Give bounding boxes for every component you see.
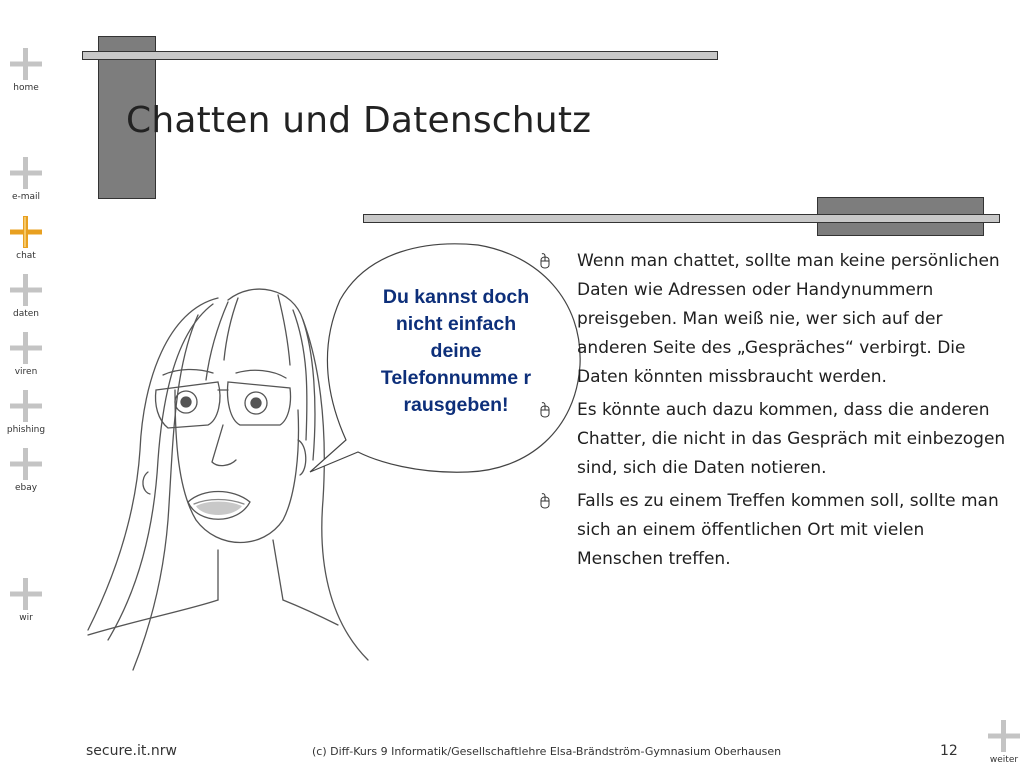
bullet-text: Wenn man chattet, sollte man keine persönlichen Daten wie Adressen oder Handynummern preisgeben. Man weiß nie, wer sich auf der anderen Seite des „Gespräches“ verbirgt. Die Daten könnten missbraucht werden. <box>577 251 1000 387</box>
plus-icon <box>8 272 44 308</box>
nav-phishing[interactable] <box>4 388 48 436</box>
mouse-bullet-icon <box>537 253 553 271</box>
mouse-bullet-icon <box>537 493 553 511</box>
nav-viren[interactable] <box>4 330 48 378</box>
speech-bubble-text: Du kannst doch nicht einfach deine Telefonnumme r rausgeben! <box>380 286 532 416</box>
bullet-item <box>534 487 1012 574</box>
decor-top-rule <box>82 51 718 60</box>
nav-daten[interactable] <box>4 272 48 320</box>
nav-daten-label: daten <box>13 309 39 319</box>
nav-wir[interactable] <box>4 576 48 624</box>
nav-viren-label: viren <box>14 367 38 377</box>
next-label: weiter <box>989 755 1019 765</box>
bullet-item <box>534 247 1012 392</box>
slide-title: Chatten und Datenschutz <box>126 100 592 141</box>
plus-icon <box>8 330 44 366</box>
mouse-bullet-icon <box>537 402 553 420</box>
footer-site-name: secure.it.nrw <box>86 743 177 759</box>
nav-ebay[interactable] <box>4 446 48 494</box>
plus-icon <box>8 446 44 482</box>
bullet-text: Falls es zu einem Treffen kommen soll, sollte man sich an einem öffentlichen Ort mit vielen Menschen treffen. <box>577 491 999 569</box>
footer-copyright: (c) Diff-Kurs 9 Informatik/Gesellschaftlehre Elsa-Brändström-Gymnasium Oberhausen <box>312 745 782 758</box>
bullet-item <box>534 396 1012 483</box>
plus-icon <box>986 718 1022 754</box>
plus-icon <box>8 46 44 82</box>
nav-home[interactable] <box>4 46 48 94</box>
nav-email[interactable] <box>4 155 48 203</box>
plus-icon-active <box>8 214 44 250</box>
nav-phishing-label: phishing <box>6 425 46 435</box>
plus-icon <box>8 155 44 191</box>
page-number: 12 <box>940 743 958 759</box>
nav-home-label: home <box>13 83 39 93</box>
decor-middle-rule <box>363 214 1000 223</box>
bullet-list <box>534 247 1012 578</box>
nav-email-label: e-mail <box>11 192 41 202</box>
nav-wir-label: wir <box>19 613 33 623</box>
nav-chat-label: chat <box>16 251 36 261</box>
next-button[interactable] <box>982 718 1024 766</box>
nav-ebay-label: ebay <box>14 483 38 493</box>
nav-chat[interactable] <box>4 214 48 262</box>
plus-icon <box>8 388 44 424</box>
plus-icon <box>8 576 44 612</box>
bullet-text: Es könnte auch dazu kommen, dass die anderen Chatter, die nicht in das Gespräch mit einbezogen sind, sich die Daten notieren. <box>577 400 1006 478</box>
